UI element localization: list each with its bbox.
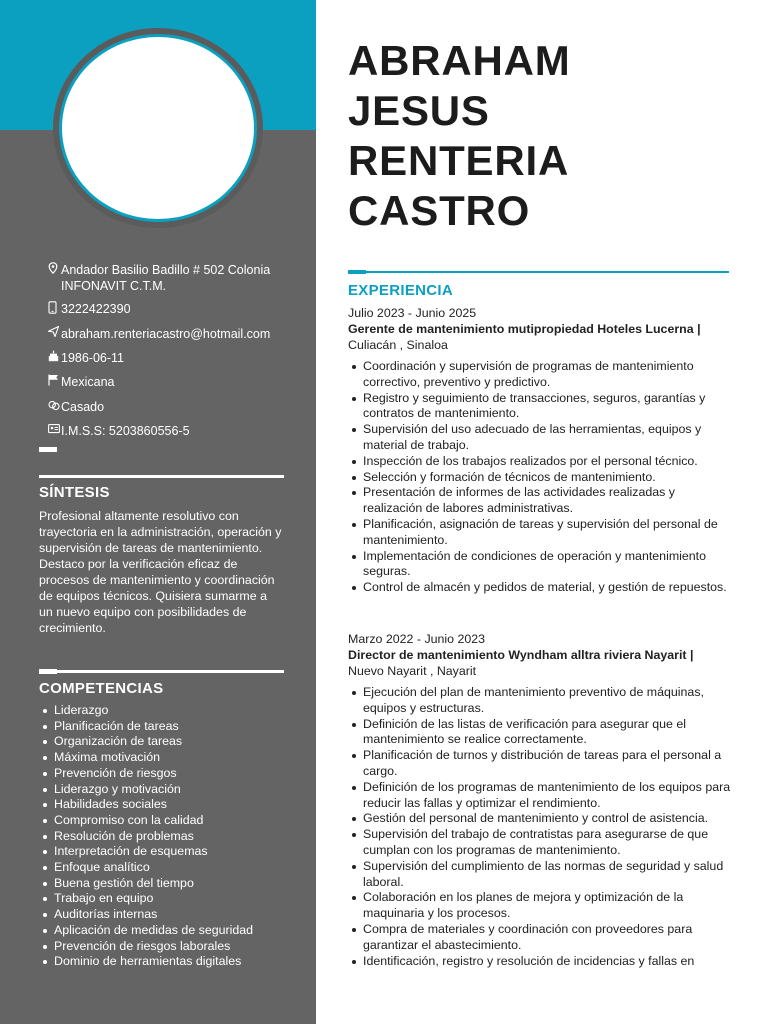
phone-icon [48,301,61,320]
skill-item: Buena gestión del tiempo [39,876,289,892]
contact-imss [48,423,310,440]
send-icon [48,326,61,343]
contact-marital-status [48,399,310,417]
job-separator: | [686,648,694,662]
skill-item: Prevención de riesgos [39,766,289,782]
sidebar [0,0,316,1024]
contact-phone [48,301,310,320]
job-location: Culiacán , Sinaloa [348,338,448,352]
name-line: RENTERIA [348,137,570,184]
job-task: Coordinación y supervisión de programas de mantenimiento correctivo, preventivo y predictivo. [348,359,733,391]
skill-item: Planificación de tareas [39,719,289,735]
job-task: Supervisión del cumplimiento de las normas de seguridad y salud laboral. [348,859,733,891]
id-card-icon [48,423,61,440]
skill-item: Trabajo en equipo [39,891,289,907]
skill-item: Máxima motivación [39,750,289,766]
profile-photo [59,34,257,222]
job-position: Director de mantenimiento Wyndham alltra riviera Nayarit [348,648,687,662]
job-task: Supervisión del uso adecuado de las herramientas, equipos y material de trabajo. [348,422,733,454]
job-dates: Julio 2023 - Junio 2025 [348,306,477,320]
skills-list [39,703,289,970]
contact-email [48,326,310,343]
skill-item: Interpretación de esquemas [39,844,289,860]
address-text: Andador Basilio Badillo # 502 Colonia INFONAVIT C.T.M. [61,263,271,293]
nationality-text: Mexicana [61,375,115,389]
job-task: Definición de las listas de verificación para asegurar que el mantenimiento se realice correctamente. [348,717,733,749]
skills-divider-accent [39,669,57,674]
rings-icon [48,399,61,417]
job-task: Definición de los programas de mantenimiento de los equipos para reducir las fallas y optimizar el rendimiento. [348,780,733,812]
job-location: Nuevo Nayarit , Nayarit [348,664,477,678]
job-task-list [348,685,733,969]
job-task: Colaboración en los planes de mejora y optimización de la maquinaria y los procesos. [348,890,733,922]
skills-divider [39,670,284,673]
name-line: CASTRO [348,187,531,234]
marital-status-text: Casado [61,399,105,414]
job-task: Selección y formación de técnicos de mantenimiento. [348,470,733,486]
email-text: abraham.renteriacastro@hotmail.com [61,327,271,341]
summary-heading: SÍNTESIS [39,484,110,501]
skill-item: Aplicación de medidas de seguridad [39,923,289,939]
job-task: Supervisión del trabajo de contratistas para asegurarse de que cumplan con los programas de mantenimiento. [348,827,733,859]
job-task: Identificación, registro y resolución de incidencias y fallas en [348,954,733,970]
job-task: Planificación, asignación de tareas y supervisión del personal de mantenimiento. [348,517,733,549]
contact-end-marker [39,447,57,452]
phone-text: 3222422390 [61,301,131,316]
job-entry [348,305,733,596]
job-task: Gestión del personal de mantenimiento y control de asistencia. [348,811,733,827]
location-pin-icon [48,262,61,280]
contact-nationality [48,374,310,392]
flag-icon [48,374,61,392]
imss-text: I.M.S.S: 5203860556-5 [61,424,190,438]
full-name [348,36,748,236]
job-task: Control de almacén y pedidos de material, y gestión de repuestos. [348,580,733,596]
skill-item: Prevención de riesgos laborales [39,939,289,955]
name-line: ABRAHAM [348,37,571,84]
job-task: Planificación de turnos y distribución de tareas para el personal a cargo. [348,748,733,780]
name-line: JESUS [348,87,490,134]
job-entry [348,631,733,969]
job-task: Inspección de los trabajos realizados por el personal técnico. [348,454,733,470]
job-task: Registro y seguimiento de transacciones, seguros, garantías y contratos de mantenimiento. [348,391,733,423]
job-title-line [348,647,733,663]
job-task: Ejecución del plan de mantenimiento preventivo de máquinas, equipos y estructuras. [348,685,733,717]
skill-item: Resolución de problemas [39,829,289,845]
job-separator: | [693,322,701,336]
skill-item: Organización de tareas [39,734,289,750]
summary-text: Profesional altamente resolutivo con trayectoria en la administración, operación y supervisión de tareas de mantenimiento. Destaco por la verificación eficaz de procesos de mantenimiento y coordinación de equipos técnicos. Quisiera sumarme a un nuevo equipo con posibilidades de crecimiento. [39,509,282,635]
birthday-cake-icon [48,350,61,368]
job-task: Implementación de condiciones de operación y mantenimiento seguras. [348,549,733,581]
experience-divider-accent [348,270,366,274]
job-task: Presentación de informes de las actividades realizadas y realización de labores administrativas. [348,485,733,517]
contact-info [48,262,310,452]
skill-item: Liderazgo y motivación [39,782,289,798]
experience-heading: EXPERIENCIA [348,282,453,299]
job-task-list [348,359,733,596]
skill-item: Dominio de herramientas digitales [39,954,289,970]
experience-divider [348,271,729,273]
skill-item: Enfoque analítico [39,860,289,876]
contact-birthdate [48,350,310,368]
job-position: Gerente de mantenimiento mutipropiedad Hoteles Lucerna [348,322,694,336]
skill-item: Compromiso con la calidad [39,813,289,829]
job-dates: Marzo 2022 - Junio 2023 [348,632,486,646]
birthdate-text: 1986-06-11 [61,350,125,365]
skill-item: Liderazgo [39,703,289,719]
skills-heading: COMPETENCIAS [39,680,164,697]
skill-item: Habilidades sociales [39,797,289,813]
job-title-line [348,321,733,337]
job-task: Compra de materiales y coordinación con proveedores para garantizar el abastecimiento. [348,922,733,954]
contact-address [48,262,310,294]
skill-item: Auditorías internas [39,907,289,923]
summary-divider [39,475,284,478]
